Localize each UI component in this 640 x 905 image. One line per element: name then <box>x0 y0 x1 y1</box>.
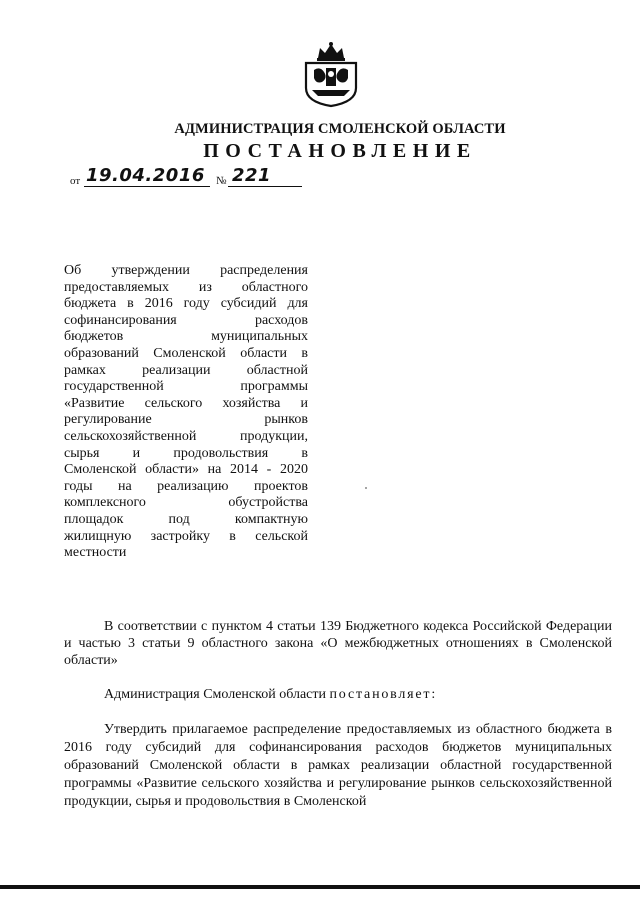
subject-line: рамках реализации областной <box>64 362 308 378</box>
subject-line: бюджетов муниципальных <box>64 329 308 345</box>
subject-line: сырья и продовольствия в <box>64 445 308 461</box>
subject-line: предоставляемых из областного <box>64 279 308 295</box>
date-number-line <box>70 165 370 189</box>
subject-line: Смоленской области» на 2014 - 2020 <box>64 462 308 478</box>
subject-line: сельскохозяйственной продукции, <box>64 428 308 444</box>
subject-line: регулирование рынков <box>64 412 308 428</box>
document-type-title: ПОСТАНОВЛЕНИЕ <box>203 140 477 162</box>
subject-line: «Развитие сельского хозяйства и <box>64 395 308 411</box>
handwritten-date: 19.04.2016 <box>86 165 205 186</box>
subject-line: местности <box>64 545 127 561</box>
legal-basis-paragraph: В соответствии с пунктом 4 статьи 139 Бюджетного кодекса Российской Федерации и частью 3 статьи 9 областного закона «О межбюджетных отношениях в Смоленской области» <box>64 619 612 668</box>
subject-line: образований Смоленской области в <box>64 345 308 361</box>
subject-line: софинансирования расходов <box>64 312 308 328</box>
approval-paragraph: Утвердить прилагаемое распределение предоставляемых из областного бюджета в 2016 году субсидий для софинансирования расходов бюджетов муниципальных образований Смоленской области в рамках реализации областной государственной программы «Развитие сельского хозяйства и регулирование рынков сельскохозяйственной продукции, сырья и продовольствия в Смоленской <box>64 722 612 809</box>
subject-line: жилищную застройку в сельской <box>64 528 308 544</box>
resolution-paragraph <box>104 686 612 703</box>
subject-line: бюджета в 2016 году субсидий для <box>64 296 308 312</box>
subject-line: площадок под компактную <box>64 511 308 527</box>
document-subject <box>64 263 308 562</box>
scan-edge-bar <box>0 885 640 889</box>
resolution-keyword: постановляет: <box>329 687 438 702</box>
subject-line: государственной программы <box>64 379 308 395</box>
handwritten-number: 221 <box>232 165 272 186</box>
date-from-label: от <box>70 175 81 187</box>
number-underline <box>228 186 302 187</box>
date-underline <box>84 186 210 187</box>
scan-speck <box>365 487 367 489</box>
coat-of-arms-icon <box>300 40 362 108</box>
subject-line: Об утверждении распределения <box>64 263 308 278</box>
organization-name: АДМИНИСТРАЦИЯ СМОЛЕНСКОЙ ОБЛАСТИ <box>174 121 506 137</box>
subject-line: комплексного обустройства <box>64 495 308 511</box>
subject-line: годы на реализацию проектов <box>64 478 308 494</box>
number-label: № <box>216 175 227 187</box>
resolution-prefix: Администрация Смоленской области <box>104 687 330 702</box>
